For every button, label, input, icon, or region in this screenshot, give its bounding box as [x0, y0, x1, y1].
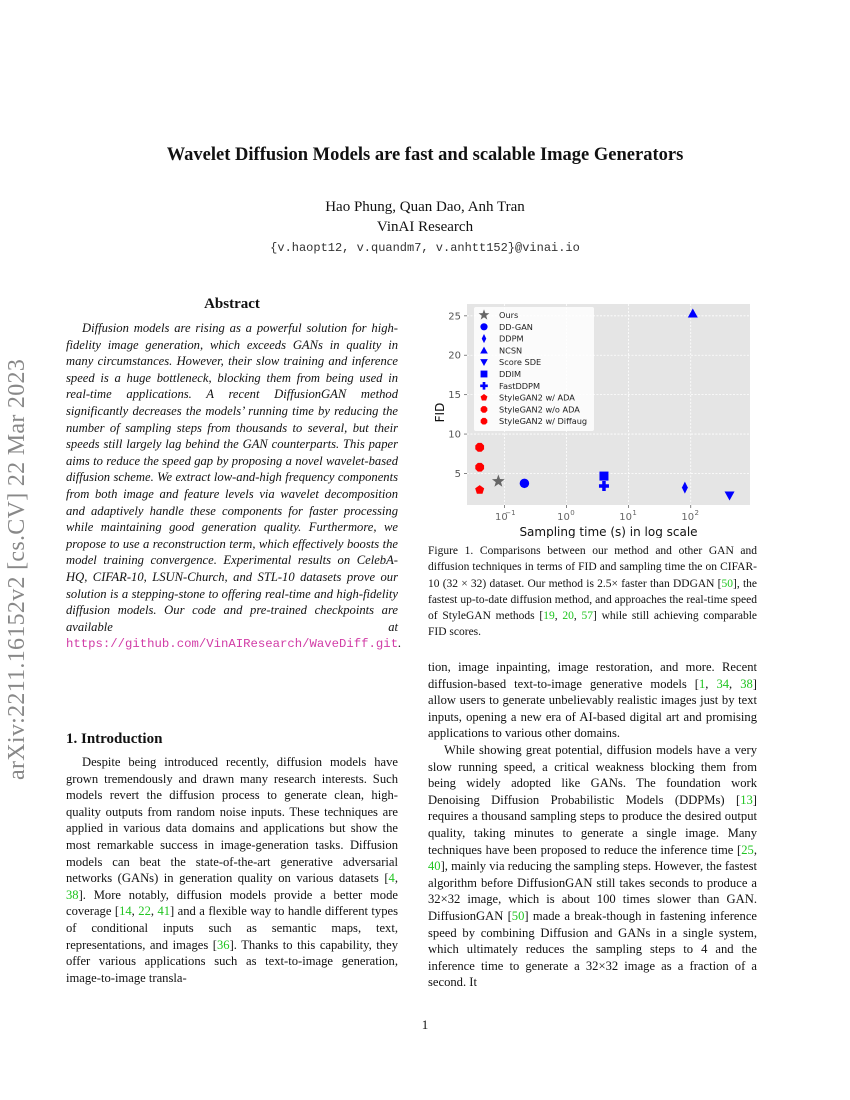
page-number: 1	[421, 1017, 429, 1032]
figure-1-chart	[425, 298, 770, 538]
y-tick-label: 20	[448, 350, 461, 362]
x-tick-exponent: −1	[505, 509, 516, 517]
legend-label: DD-GAN	[499, 321, 533, 332]
citation-link[interactable]: 25	[741, 842, 754, 857]
citation-link[interactable]: 1	[699, 676, 706, 691]
legend-label: FastDDPM	[499, 380, 541, 391]
citation-link[interactable]: 22	[138, 904, 151, 919]
citation-link[interactable]: 40	[428, 859, 441, 874]
arxiv-stamp: arXiv:2211.16152v2 [cs.CV] 22 Mar 2023	[4, 358, 30, 780]
legend-label: StyleGAN2 w/o ADA	[499, 404, 580, 415]
legend-label: StyleGAN2 w/ ADA	[499, 392, 575, 403]
citation-link[interactable]: 57	[581, 610, 593, 623]
x-tick-label: 10	[495, 512, 508, 523]
introduction-body-right: tion, image inpainting, image restoration, and more. Recent diffusion-based text-to-image generative models [1, 34, 38] allow users to generate unbelievably realistic images just by text inputs, opening a new era of AI-based digital art and promising applications to various other domains. While showing great potential, diffusion models have a very slow running speed, a critical weakness blocking them from being widely adopted like GANs. The foundation work Denoising Diffusion Probabilistic Models (DDPMs) [13] requires a thousand sampling steps to produce the desired output quality, taking minutes to generate a single image. Many techniques have been proposed to reduce the inference time [25, 40], mainly via reducing the sampling steps. However, the fastest algorithm before DiffusionGAN still takes seconds to produce a 32×32 image, which is about 100 times slower than GAN. DiffusionGAN [50] made a break-though in fastening inference speed by combining Diffusion and GANs in a single system, which ultimately reduces the sampling steps to 4 and the inference time to generate a 32×32 image as a fraction of a second. It	[428, 660, 758, 990]
intro-text: ]. More notably, diffusion models provide a better mode coverage [	[66, 887, 398, 919]
legend-label: Score SDE	[499, 357, 542, 368]
data-point-dd-gan	[520, 479, 530, 489]
affiliation: VinAI Research	[376, 219, 474, 235]
caption-text: Figure 1. Comparisons between our method and other GAN and diffusion techniques in terms of FID and sampling time the on CIFAR-10 (32 × 32) dataset. Our method is 2.5× faster than DDGAN [	[428, 545, 757, 590]
intro-text: ] allow users to generate unbelievably realistic images just by text inputs, opening a new era of AI-based digital art and promising applications to various other domains.	[428, 676, 757, 741]
y-tick-label: 25	[448, 311, 461, 323]
caption-text: ], the fastest up-to-date diffusion method, and approaches the real-time speed of StyleGAN methods [	[428, 577, 757, 623]
x-tick-exponent: 2	[694, 509, 699, 517]
citation-link[interactable]: 38	[66, 887, 79, 902]
intro-text: ]. Thanks to this capability, they offer various applications such as text-to-image generation, image-to-image transla-	[66, 937, 398, 985]
citation-link[interactable]: 50	[511, 908, 525, 923]
legend-marker-dd-gan	[480, 323, 487, 330]
citation-link[interactable]: 36	[216, 937, 230, 952]
abstract-text: Diffusion models are rising as a powerful solution for high-fidelity image generation, which exceeds GANs in quality in many circumstances. However, their slow training and inference speed is a huge bottleneck, blocking them from being used in real-time applications. A recent DiffusionGAN method significantly decreases the models’ running time by reducing the number of sampling steps from thousands to several, but their speeds still largely lag behind the GAN counterparts. This paper aims to reduce the speed gap by proposing a novel wavelet-based diffusion scheme. We extract low-and-high frequency components from both image and feature levels via wavelet decomposition and adaptively handle these components for faster processing while maintaining good generation quality. Furthermore, we propose to use a reconstruction term, which effectively boosts the model training convergence. Experimental results on CelebA-HQ, CIFAR-10, LSUN-Church, and STL-10 datasets prove our solution is a stepping-stone to offering real-time and high-fidelity diffusion models. Our code and pre-trained checkpoints are available at	[66, 321, 398, 634]
citation-link[interactable]: 38	[740, 676, 753, 691]
citation-link[interactable]: 14	[119, 904, 132, 919]
legend-label: StyleGAN2 w/ Diffaug	[499, 416, 588, 427]
citation-link[interactable]: 50	[721, 577, 734, 590]
citation-link[interactable]: 20	[562, 610, 574, 623]
abstract-body	[66, 320, 402, 653]
x-tick-label: 10	[619, 512, 632, 523]
legend-marker-ddim	[481, 371, 488, 378]
section-heading-introduction: 1. Introduction	[66, 731, 163, 747]
x-axis-label: Sampling time (s) in log scale	[519, 525, 698, 538]
y-axis-label: FID	[433, 402, 447, 423]
citation-link[interactable]: 34	[716, 676, 730, 691]
legend-label: DDPM	[499, 333, 524, 344]
legend-marker-stylegan2-w-diffaug	[481, 418, 488, 425]
x-tick-label: 10	[557, 512, 570, 523]
caption-text: ] while still achieving comparable FID scores.	[428, 610, 758, 639]
citation-link[interactable]: 13	[740, 792, 753, 807]
figure-1-caption: Figure 1. Comparisons between our method and other GAN and diffusion techniques in terms of FID and sampling time the on CIFAR-10 (32 × 32) dataset. Our method is 2.5× faster than DDGAN [50], the fastest up-to-date diffusion method, and approaches the real-time speed of StyleGAN methods [19, 20, 57] while still achieving comparable FID scores.	[428, 545, 758, 639]
paper-title: Wavelet Diffusion Models are fast and scalable Image Generators	[166, 145, 684, 165]
data-point-stylegan2-w-diffaug	[475, 463, 484, 472]
intro-text: ], mainly via reducing the sampling steps. However, the fastest algorithm before DiffusionGAN still takes seconds to produce a 32×32 image, which is about 100 times slower than GAN. DiffusionGAN [	[428, 859, 757, 923]
x-tick-exponent: 1	[632, 509, 637, 517]
y-tick-label: 5	[454, 468, 461, 480]
author-emails: {v.haopt12, v.quandm7, v.anhtt152}@vinai.io	[270, 241, 580, 255]
legend-label: NCSN	[499, 345, 523, 356]
legend-marker-stylegan2-w-o-ada	[481, 406, 488, 413]
citation-link[interactable]: 4	[388, 871, 395, 886]
code-link[interactable]: https://github.com/VinAIResearch/WaveDiff.git	[66, 637, 399, 652]
citation-link[interactable]: 19	[543, 610, 555, 623]
authors: Hao Phung, Quan Dao, Anh Tran	[325, 199, 525, 215]
legend-label: DDIM	[499, 369, 522, 379]
x-tick-exponent: 0	[570, 509, 575, 517]
y-tick-label: 15	[448, 390, 461, 402]
intro-text: tion, image inpainting, image restoration, and more. Recent diffusion-based text-to-image generative models [	[428, 660, 757, 691]
intro-text: ] requires a thousand sampling steps to produce the desired output quality, taking minutes to generate a single image. Many techniques have been proposed to reduce the inference time [	[428, 792, 757, 857]
y-tick-label: 10	[448, 429, 461, 441]
intro-text: While showing great potential, diffusion models have a very slow running speed, a critical weakness blocking them from being widely adopted like GANs. The foundation work Denoising Diffusion Probabilistic Models (DDPMs) [	[428, 742, 757, 807]
data-point-stylegan2-w-o-ada	[475, 443, 484, 452]
chart-legend	[474, 307, 594, 431]
citation-link[interactable]: 41	[157, 904, 171, 919]
data-point-ddim	[599, 472, 608, 481]
abstract-heading: Abstract	[204, 296, 260, 312]
intro-text: ] made a break-though in fastening inference speed by combining Diffusion and GANs in a single system, which ultimately reduces the sampling steps to 4 and the inference time to generate a 32×32 image as a fraction of a second. It	[428, 908, 758, 990]
intro-text: Despite being introduced recently, diffusion models have grown tremendously and drawn many research interests. Such models revert the diffusion process to generate clean, high-quality outputs from random noise inputs. These techniques are applied in various data domains and applications but show the most remarkable success in image-generation tasks. Diffusion models can beat the state-of-the-art generative adversarial networks (GANs) in generation quality on various datasets [	[66, 755, 398, 886]
introduction-body-left: Despite being introduced recently, diffusion models have grown tremendously and drawn many research interests. Such models revert the diffusion process to generate clean, high-quality outputs from random noise inputs. These techniques are applied in various data domains and applications but show the most remarkable success in image-generation tasks. Diffusion models can beat the state-of-the-art generative adversarial networks (GANs) in generation quality on various datasets [4, 38]. More notably, diffusion models provide a better mode coverage [14, 22, 41] and a flexible way to handle different types of conditional inputs such as semantic maps, text, representations, and images [36]. Thanks to this capability, they offer various applications such as text-to-image generation, image-to-image transla-	[66, 755, 399, 985]
abstract-end: .	[398, 636, 402, 651]
x-tick-label: 10	[681, 512, 695, 523]
intro-text: ] and a flexible way to handle different types of conditional inputs such as semantic maps, text, representations, and images [	[66, 904, 399, 952]
legend-label: Ours	[499, 310, 519, 320]
